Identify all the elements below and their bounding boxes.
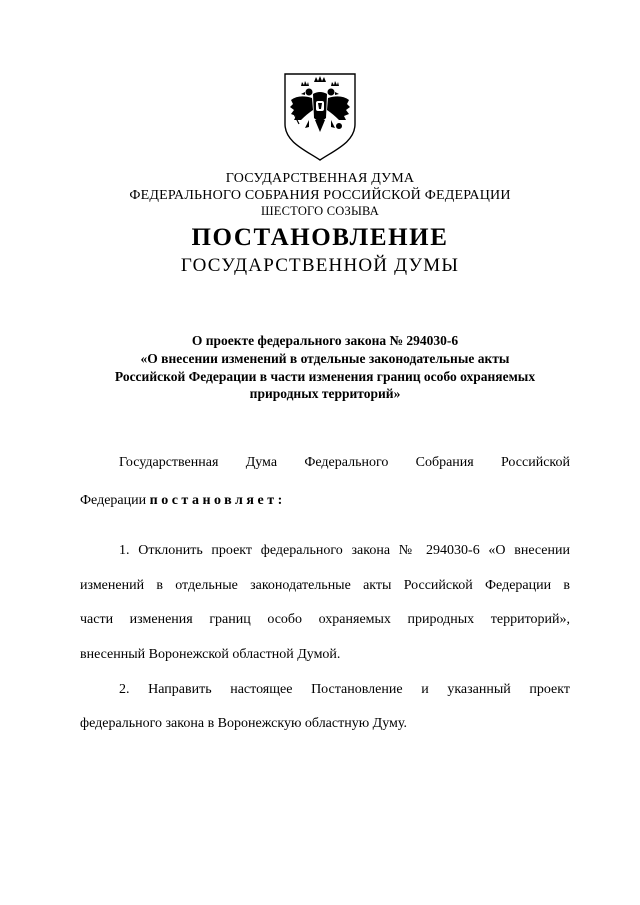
bill-title-line: «О внесении изменений в отдельные законодательные акты [140,351,510,366]
document-subtitle: ГОСУДАРСТВЕННОЙ ДУМЫ [180,255,460,276]
bill-title-line: Российской Федерации в части изменения границ особо охраняемых [114,369,536,384]
item1-line: изменений в отдельные законодательные акты Российской Федерации в [80,578,570,593]
document-title: ПОСТАНОВЛЕНИЕ [191,224,449,251]
intro-line-2 [80,493,570,509]
decision-keyword: постановляет: [149,493,286,508]
intro-line: Государственная Дума Федерального Собрания Российской [119,455,570,470]
bill-title-line: природных территорий» [249,386,401,401]
item1-line: 1. Отклонить проект федерального закона № 294030-6 «О внесении [119,543,570,558]
intro-text: Федерации [80,493,147,508]
org-name-line2: ФЕДЕРАЛЬНОГО СОБРАНИЯ РОССИЙСКОЙ ФЕДЕРАЦИИ [129,188,511,203]
item1-line: части изменения границ особо охраняемых природных территорий», [80,612,570,627]
item2-line: 2. Направить настоящее Постановление и указанный проект [119,682,570,697]
item2-line: федерального закона в Воронежскую областную Думу. [80,716,408,731]
convocation: ШЕСТОГО СОЗЫВА [260,204,380,218]
item1-line: внесенный Воронежской областной Думой. [80,647,341,662]
bill-title-line: О проекте федерального закона № 294030-6 [191,333,459,348]
russian-coat-of-arms-icon [279,70,361,162]
org-name-line1: ГОСУДАРСТВЕННАЯ ДУМА [225,171,415,186]
